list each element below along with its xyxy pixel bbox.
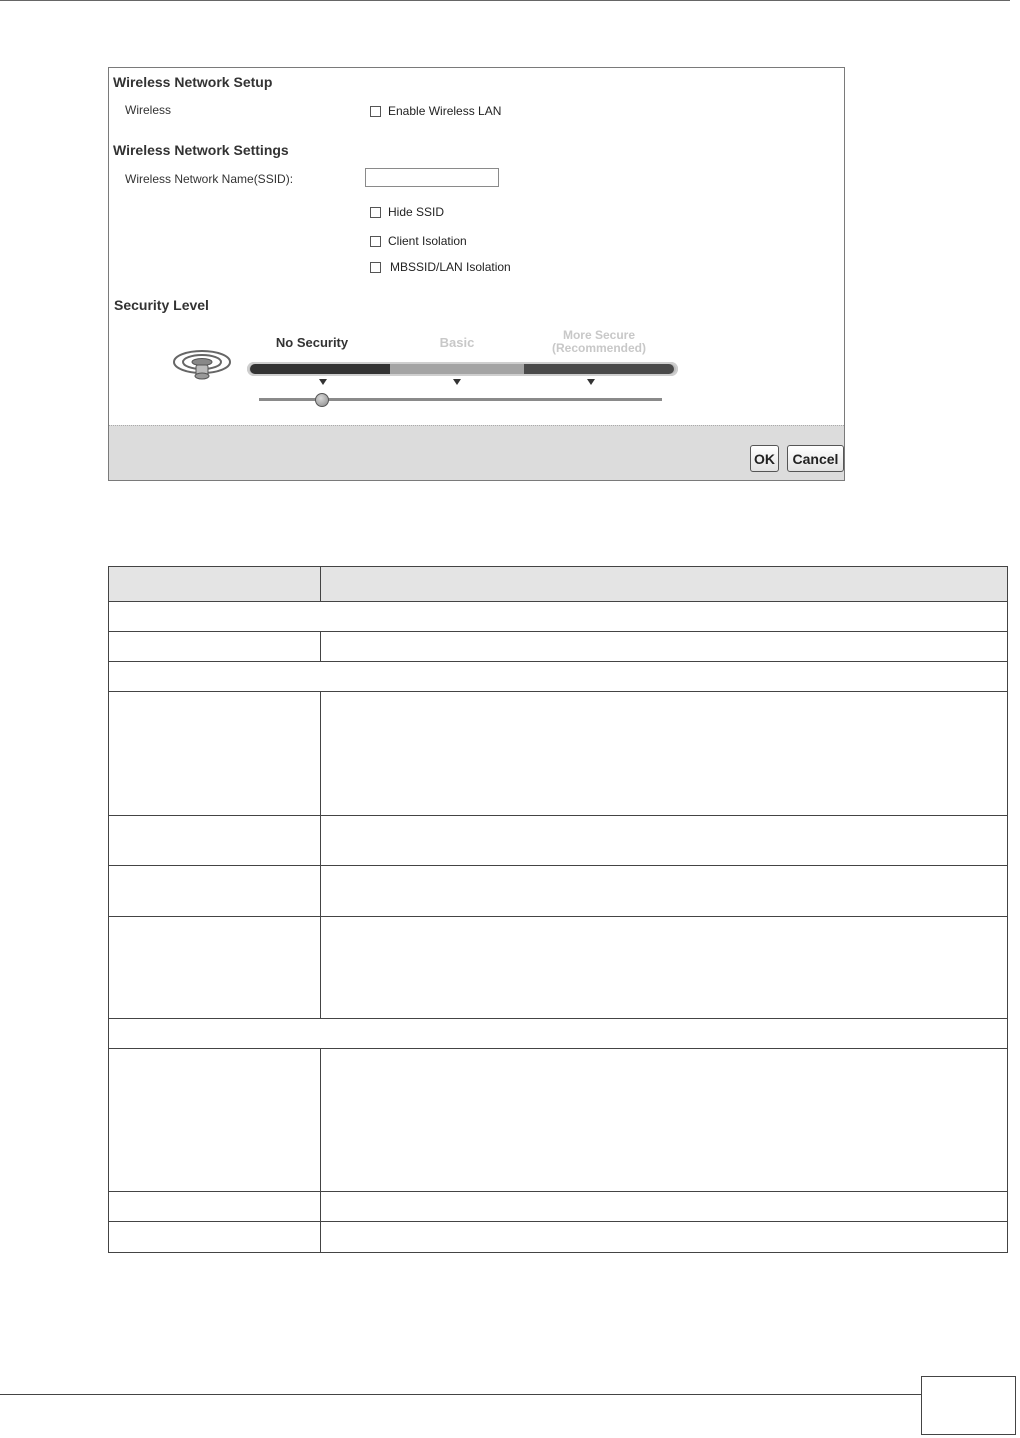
- table-section-row: [109, 1019, 1008, 1049]
- table-row: [109, 1192, 1008, 1222]
- level-basic[interactable]: Basic: [439, 335, 475, 350]
- enable-wlan-row[interactable]: [370, 104, 501, 118]
- table-header-row: [109, 567, 1008, 602]
- mbssid-label: MBSSID/LAN Isolation: [390, 260, 511, 274]
- table-row: [109, 1222, 1008, 1253]
- wireless-setup-panel: [108, 67, 845, 481]
- bar-segment-no-security: [250, 364, 390, 374]
- table-row: [109, 816, 1008, 866]
- client-isolation-row[interactable]: [370, 234, 467, 248]
- panel-footer: [109, 425, 844, 480]
- cancel-button[interactable]: Cancel: [787, 445, 844, 472]
- bar-segment-more-secure: [524, 364, 674, 374]
- security-level-bar: [247, 362, 678, 376]
- mbssid-row[interactable]: [370, 260, 511, 274]
- enable-wlan-checkbox[interactable]: [370, 106, 381, 117]
- ok-button[interactable]: OK: [750, 445, 779, 472]
- enable-wlan-label: Enable Wireless LAN: [388, 104, 502, 118]
- table-section-row: [109, 602, 1008, 632]
- tick-more-secure-icon: [587, 379, 595, 385]
- client-isolation-checkbox[interactable]: [370, 236, 381, 247]
- table-header-description: [321, 567, 1008, 602]
- top-rule: [0, 0, 1010, 1]
- hide-ssid-row[interactable]: [370, 205, 444, 219]
- wireless-router-icon: [171, 348, 233, 384]
- page-number-box: [921, 1376, 1016, 1435]
- bar-segment-basic: [390, 364, 524, 374]
- table-header-label: [109, 567, 321, 602]
- hide-ssid-label: Hide SSID: [388, 205, 445, 219]
- setup-section-title: Wireless Network Setup: [113, 74, 273, 90]
- security-section-title: Security Level: [114, 297, 209, 313]
- table-section-row: [109, 662, 1008, 692]
- level-more-secure-line1: More Secure: [562, 328, 636, 342]
- settings-section-title: Wireless Network Settings: [113, 142, 289, 158]
- tick-basic-icon: [453, 379, 461, 385]
- table-row: [109, 692, 1008, 816]
- wireless-label: Wireless: [125, 103, 172, 117]
- level-more-secure[interactable]: [534, 329, 664, 355]
- table-row: [109, 917, 1008, 1019]
- table-row: [109, 632, 1008, 662]
- security-slider-handle[interactable]: [315, 393, 329, 407]
- ssid-input[interactable]: [365, 168, 499, 187]
- level-no-security[interactable]: No Security: [275, 335, 349, 350]
- level-more-secure-line2: (Recommended): [551, 341, 646, 355]
- tick-no-security-icon: [319, 379, 327, 385]
- table-row: [109, 866, 1008, 917]
- hide-ssid-checkbox[interactable]: [370, 207, 381, 218]
- mbssid-checkbox[interactable]: [370, 262, 381, 273]
- ssid-label: Wireless Network Name(SSID):: [125, 172, 294, 186]
- description-table: [108, 566, 1008, 1253]
- footer-rule: [0, 1394, 921, 1395]
- client-isolation-label: Client Isolation: [388, 234, 467, 248]
- table-row: [109, 1049, 1008, 1192]
